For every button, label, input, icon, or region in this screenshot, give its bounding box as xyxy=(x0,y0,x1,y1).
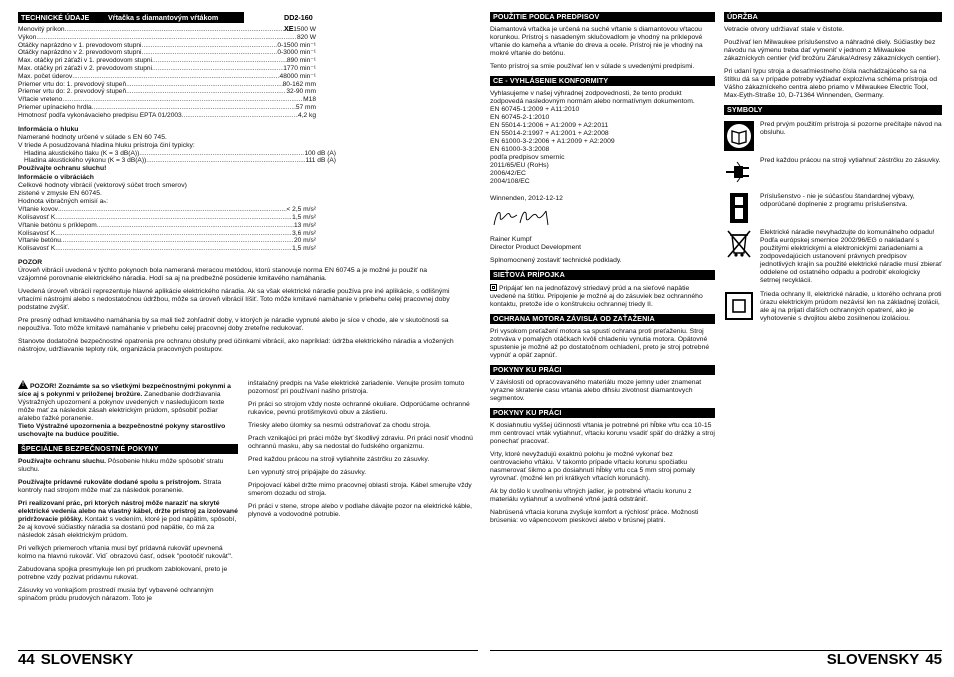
spec-row xyxy=(18,81,316,89)
spec-row xyxy=(18,65,316,73)
spec-row xyxy=(24,150,336,158)
leader-dots xyxy=(36,34,297,42)
spec-label: Priemer vrtu do: 1. prevodový stupeň xyxy=(18,80,127,88)
working-tips-text-1: V závislosti od opracovavaného materiálu moze jemny uder znamenat vyrazne skratenie casu vrtania alebo dlhsiu zivotnost diamantovych segmentov. xyxy=(490,379,702,402)
right-language: SLOVENSKY xyxy=(826,651,920,668)
spec-row xyxy=(18,73,316,81)
spec-label: Otáčky naprázdno v 2. prevodovom stupni xyxy=(18,49,142,57)
warning-bold: POZOR! Zoznámte sa so všetkými bezpečnostnými pokynmi a síce aj s pokynmi v priloženej brožúre. xyxy=(18,383,231,398)
working-tips-header-1: POKYNY KU PRÁCI xyxy=(490,365,715,375)
spec-value: 1770 min⁻¹ xyxy=(283,64,316,72)
noise-table xyxy=(18,150,336,166)
warning-icon: ! xyxy=(18,380,28,389)
pozor-paragraph: Uvedená úroveň vibrácií reprezentuje hlavné aplikácie elektrického náradia. Ak sa však elektrické náradie používa pre iné aplikácie, s odlišnými vŕtacími nástrojmi alebo s nedostatočnou údržbou, môže sa úroveň vibrácií líšiť. Toto môže kmitavé namáhanie v priebehu celej pracovnej doby podstatne zvýšiť. xyxy=(18,287,450,311)
read-manual-icon xyxy=(724,121,754,151)
spec-value: 32-90 mm xyxy=(286,88,316,96)
working-tip-paragraph: K dosiahnutiu vyššej účinnosti vŕtania je potrebné pri hĺbke vŕtu cca 10-15 mm centrovací vrták vytiahnuť, vŕtaciu korunu vsadiť späť do drážky a stroj ponechať pracovať. xyxy=(490,422,715,445)
spec-value: 1,5 m/s² xyxy=(292,213,316,221)
working-tips-header-2: POKYNY KU PRÁCI xyxy=(490,408,715,418)
right-footer xyxy=(490,650,942,667)
spec-label: Vŕtacie vreteno xyxy=(18,96,63,104)
symbol-text: Príslušenstvo - nie je súčasťou štandardnej výbavy, odporúčané doplnenie z programu príslušenstva. xyxy=(760,193,915,208)
motor-protection-text: Pri vysokom preťažení motora sa spustí ochrana proti preťaženiu. Stroj zotrváva v pomalých otáčkach kvôli chladeniu vynutia motora. Opätovné spustenie je možné až po dostatočnom ochladení, preto je stroj potrebné vypnúť a opäť zapnúť. xyxy=(490,328,710,359)
spec-label: Max. otáčky pri záťaži v 2. prevodovom stupni xyxy=(18,64,153,72)
weee-bin-icon xyxy=(724,229,754,259)
warning-keep: Tieto Výstražné upozornenia a bezpečnostné pokyny starostlivo uschovajte na budúce použitie. xyxy=(18,423,226,438)
special-safety-item: Pri veľkých priemeroch vŕtania musí byť prídavná rukoväť upevnená kolmo na hlavnú rukoväť. Vid´ obrazovú časť, odsek "pootočiť rukoväť". xyxy=(18,545,233,560)
leader-dots xyxy=(142,42,278,50)
spec-value: 4,2 kg xyxy=(298,111,316,119)
special-safety-item: Používajte prídavné rukoväte dodané spolu s prístrojom. Strata kontroly nad strojom môže mať za následok poranenie. xyxy=(18,479,222,494)
ce-text: Vyhlasujeme v našej výhradnej zodpovednosti, že tento produkt zodpovedá nasledovným normám alebo normatívnym dokumentom. EN 60745-1:2009 + A11:2010 EN 60745-2-1:2010 EN 55014-1:2006 + A1:2009 + A2:2011 EN 55014-2:1997 + A1:2001 + A2:2008 EN 61000-3-2:2006 + A1:2009 + A2:2009 EN 61000-3-3:2008 podľa predpisov smerníc 2011/65/EU (RoHs) 2006/42/EC 2004/108/EC xyxy=(490,90,695,185)
spec-value: 13 m/s² xyxy=(294,221,316,229)
symbol-item xyxy=(724,193,942,223)
spec-value: 820 W xyxy=(296,33,316,41)
tech-data-title: TECHNICKÉ ÚDAJE xyxy=(21,13,90,22)
spec-value: < 2,5 m/s² xyxy=(286,206,316,214)
leader-dots xyxy=(92,104,296,112)
model-name: DD2-160 XE xyxy=(244,12,324,23)
spec-label: Výkon xyxy=(18,33,37,41)
spec-value: 1,5 m/s² xyxy=(292,245,316,253)
leader-dots xyxy=(97,222,294,230)
spec-row xyxy=(18,34,316,42)
spec-row xyxy=(18,88,316,96)
unplug-icon xyxy=(724,157,754,187)
safety-paragraph: Pripojovací kábel držte mimo pracovnej oblasti stroja. Kábel smerujte vždy smerom dozadu od stroja. xyxy=(248,482,472,497)
spec-row xyxy=(18,230,316,238)
noise-text: Namerané hodnoty určené v súlade s EN 60 745. V triede A posudzovaná hladina hluku prístroja činí typicky: xyxy=(18,133,195,149)
leader-dots xyxy=(55,214,292,222)
signature-image xyxy=(490,207,570,229)
spec-value: 0-3000 min⁻¹ xyxy=(277,49,316,57)
spec-row xyxy=(18,222,316,230)
leader-dots xyxy=(142,49,278,57)
spec-label: Max. otáčky pri záťaži v 1. prevodovom stupni xyxy=(18,57,153,65)
spec-label: Kolísavosť K xyxy=(18,245,56,253)
leader-dots xyxy=(65,26,294,34)
class-ii-small-icon xyxy=(490,284,497,291)
spec-row xyxy=(18,49,316,57)
warning-block xyxy=(18,380,238,423)
spec-value: 1500 W xyxy=(293,26,316,33)
symbols-list xyxy=(724,121,942,323)
spec-label: Kolísavosť K xyxy=(18,229,56,237)
left-page-number: 44 xyxy=(18,651,35,668)
spec-label: Vŕtanie betónu xyxy=(18,237,61,245)
product-name: Vŕtačka s diamantovým vŕtákom xyxy=(108,13,219,22)
spec-label: Menovitý príkon xyxy=(18,26,65,33)
leader-dots xyxy=(55,245,292,253)
symbol-item xyxy=(724,157,942,187)
maintenance-paragraph: Pri udaní typu stroja a desaťmiestneho čísla nachádzajúceho sa na štítku dá sa v prípade potreby vyžiadať explozívna schéma prístroja od Vášho zákazníckeho centra alebo priamo v Milwaukee Electric Tool, Max-Eyth-Straße 10, D-71364 Winnenden, Germany. xyxy=(724,68,937,99)
symbol-item xyxy=(724,121,942,151)
safety-paragraph: Triesky alebo úlomky sa nesmú odstraňovať za chodu stroja. xyxy=(248,422,431,429)
spec-value: M18 xyxy=(303,96,316,104)
spec-label: Vŕtanie kovov xyxy=(18,206,58,214)
safety-paragraph: Len vypnutý stroj pripájajte do zásuvky. xyxy=(248,469,367,476)
symbol-text: Trieda ochrany II, elektrické náradie, u ktorého ochrana proti úrazu elektrickým prúdom nezávisí len na základnej izolácii, ale aj na prijatí ďalších ochranných opatrení, ako je vyhotovenie s dvojitou alebo zosilnenou izoláciou. xyxy=(760,291,942,322)
spec-row xyxy=(18,96,316,104)
special-safety-list xyxy=(18,458,238,603)
noise-ear-protection: Používajte ochranu sluchu! xyxy=(18,165,107,173)
safety-paragraph: Pri práci so strojom vždy noste ochranné okuliare. Odporúčame ochranné rukavice, pevnú protišmykovú obuv a zástieru. xyxy=(248,401,470,416)
ce-place-date: Winnenden, 2012-12-12 xyxy=(490,195,563,202)
working-tips-list xyxy=(490,422,715,525)
maintenance-list xyxy=(724,26,942,100)
leader-dots xyxy=(61,237,294,245)
special-safety-item: Zabudovana spojka presmykuje len pri prudkom zablokovaní, preto je potrebne vzdy pozivat pridavnu rukovat. xyxy=(18,566,228,581)
right-column-1 xyxy=(490,12,715,530)
safety-paragraph: inštalačný predpis na Vaše elektrické zariadenie. Venujte prosím tomuto pozornosť pri používaní našho prístroja. xyxy=(248,380,465,395)
spec-label: Max. počet úderov xyxy=(18,72,73,80)
spec-row xyxy=(24,157,336,165)
symbol-item xyxy=(724,291,942,323)
right-page-number: 45 xyxy=(925,651,942,668)
spec-label: Otáčky naprázdno v 1. prevodovom stupni xyxy=(18,41,142,49)
spec-row xyxy=(18,214,316,222)
spec-row xyxy=(18,57,316,65)
leader-dots xyxy=(146,157,305,165)
safety-continued xyxy=(248,380,478,524)
spec-value: 80-162 mm xyxy=(282,80,316,88)
spec-value: 100 dB (A) xyxy=(304,149,336,157)
spec-row xyxy=(18,245,316,253)
symbol-item xyxy=(724,229,942,285)
spec-label: Kolísavosť K xyxy=(18,213,56,221)
ce-authorized: Splnomocnený zostaviť technické podklady. xyxy=(490,257,622,264)
spec-value: 57 mm xyxy=(295,103,316,111)
leader-dots xyxy=(72,73,279,81)
leader-dots xyxy=(152,65,283,73)
working-tip-paragraph: Ak by došlo k uvoľneniu vŕtných jadier, je potrebné vŕtaciu korunu z materiálu vytiahnuť a uvoľnené vŕtné jadrá odstrániť. xyxy=(490,488,692,503)
leader-dots xyxy=(139,150,304,158)
pozor-title: POZOR xyxy=(18,258,43,266)
intended-use-text: Diamantová vŕtačka je určená na suché vŕtanie s diamantovou vŕtacou korunkou. Prístroj s nasadeným sklučovadlom je vhodný na príklepové vŕtanie do kameňa a vŕtanie do dreva a ocele. Prístroj nie je vhodný na mokré vŕtanie do betónu. xyxy=(490,26,703,57)
spec-label: Vŕtanie betónu s príklepom xyxy=(18,221,97,229)
working-tip-paragraph: Nabrúsená vŕtacia koruna zvyšuje komfort a rýchlosť práce. Možnosti brúsenia: vo vápencovom pieskovci alebo v brúsnej platni. xyxy=(490,509,699,524)
spec-value: 48000 min⁻¹ xyxy=(279,72,316,80)
spec-row xyxy=(18,112,316,120)
vibration-title: Informácie o vibráciách xyxy=(18,174,94,182)
intended-use-text-2: Tento prístroj sa smie používať len v súlade s uvedenými predpismi. xyxy=(490,63,695,70)
leader-dots xyxy=(126,88,286,96)
accessory-icon xyxy=(724,193,754,223)
spec-row xyxy=(18,42,316,50)
leader-dots xyxy=(126,81,283,89)
spec-row xyxy=(18,26,316,34)
spec-value: 3,6 m/s² xyxy=(292,229,316,237)
class-ii-icon xyxy=(724,291,754,321)
safety-paragraph: Pred každou prácou na stroji vytiahnite zástrčku zo zásuvky. xyxy=(248,456,430,463)
mains-text: Pripájať len na jednofázový striedavý prúd a na sieťové napätie uvedené na štítku. Pripojenie je možné aj do zásuviek bez ochranného kontaktu, pretože ide o konštrukciu ochrannej triedy II. xyxy=(490,285,703,308)
leader-dots xyxy=(152,57,287,65)
vibration-table xyxy=(18,206,316,253)
vibration-text: Celkové hodnoty vibrácií (vektorový súčet troch smerov) zistené v zmysle EN 60745. Hodnota vibračných emisií aₕ: xyxy=(18,182,187,206)
symbol-text: Elektrické náradie nevyhadzujte do komunálneho odpadu! Podľa európskej smernice 2002/96/EG o nakladaní s použitými elektrickými a elektronickými zariadeniami a zodpovedajúcich ustanovení právnych predpisov jednotlivých krajín sa použité elektrické náradie musí zbierať oddelene od ostatného odpadu a podrobiť ekologicky šetrnej recyklácii. xyxy=(760,229,942,284)
special-safety-header: ŠPECIÁLNE BEZPEČNOSTNÉ POKYNY xyxy=(18,444,238,454)
safety-paragraph: Prach vznikajúci pri práci môže byť škodlivý zdraviu. Pri práci nosiť vhodnú ochrannú masku, aby sa nedostal do ľudského organizmu. xyxy=(248,435,473,450)
left-language: SLOVENSKY xyxy=(40,651,134,668)
spec-value: 0-1500 min⁻¹ xyxy=(277,41,316,49)
spec-value: 111 dB (A) xyxy=(305,157,336,165)
right-column-2 xyxy=(724,12,942,329)
spec-value: 20 m/s² xyxy=(294,237,316,245)
spec-label: Hladina akustického tlaku (K = 3 dB(A)) xyxy=(24,149,140,157)
leader-dots xyxy=(62,96,303,104)
special-safety-item: Zásuvky vo vonkajšom prostredí musia byť vybavené ochranným spínačom prúdu prudových nárazom. Toto je xyxy=(18,587,214,602)
working-tip-paragraph: Vrty, ktoré nevyžadujú exaktnú polohu je možné vykonať bez centrovacieho vŕtáku. V takomto prípade vŕtaciu korunu spočiatku nasmerovať šikmo a po dosiahnutí hĺbky vrtu cca 5 mm stroj pomaly vyrovnať. (možné len pri krátkych vŕtacích korunách). xyxy=(490,451,696,482)
maintenance-paragraph: Používať len Milwaukee príslušenstvo a náhradné diely. Súčiastky bez návodu na výmenu treba dať vymeniť v jednom z Milwaukee zákazníckych centier (viď brožúru Záruka/Adresy zákazníckych centier). xyxy=(724,39,941,62)
ce-name: Rainer Kumpf Director Product Development xyxy=(490,236,582,251)
mains-header: SIEŤOVÁ PRÍPOJKA xyxy=(490,270,715,280)
safety-continued-list xyxy=(248,380,478,519)
spec-label: Hmotnosť podľa vykonávacieho predpisu EPTA 01/2003 xyxy=(18,111,182,119)
warning-text: Zanedbanie dodržiavania Výstražných upozornení a pokynov uvedených v nasledujúcom texte môže mať za následok zásah elektrickým prúdom, spôsobiť požiar a/alebo ťažké poranenie. xyxy=(18,391,225,422)
spec-label: Priemer vrtu do: 2. prevodový stupeň xyxy=(18,88,127,96)
safety-column xyxy=(18,380,238,608)
maintenance-paragraph: Vetracie otvory udržiavať stale v čistote. xyxy=(724,26,845,33)
symbols-header: SYMBOLY xyxy=(724,105,942,115)
ce-header: CE - VYHLÁSENIE KONFORMITY xyxy=(490,76,715,86)
special-safety-item: Používajte ochranu sluchu. Pôsobenie hluku môže spôsobiť stratu sluchu. xyxy=(18,458,224,473)
leader-dots xyxy=(58,206,287,214)
tech-data-section xyxy=(18,12,454,359)
pozor-text xyxy=(18,267,454,354)
symbol-text: Pred každou prácou na stroji vytiahnuť zástrčku zo zásuvky. xyxy=(760,157,941,164)
leader-dots xyxy=(182,112,298,120)
spec-row xyxy=(18,104,316,112)
noise-title: Informácia o hluku xyxy=(18,125,79,133)
spec-table xyxy=(18,26,316,120)
left-footer xyxy=(18,650,478,667)
maintenance-header: ÚDRŽBA xyxy=(724,12,942,22)
pozor-paragraph: Úroveň vibrácií uvedená v týchto pokynoch bola nameraná meracou metódou, ktorú stanovuje norma EN 60745 a je možné ju použiť na vzájomné porovnanie elektrického náradia. Hodí sa aj na predbežné posúdenie kmitavého namáhania. xyxy=(18,266,428,282)
special-safety-item: Pri realizovaní prác, pri ktorých nástroj môže naraziť na skryté elektrické vedenia alebo na vlastný kábel, držte prístroj za izolované pridržovacie plôšky. Kontakt s vedením, ktoré je pod napätím, spôsobí, že aj kovové súčiastky náradia sa dostanú pod napätie, čo má za následok zásah elektrickým prúdom. xyxy=(18,500,238,539)
spec-row xyxy=(18,237,316,245)
spec-label: Hladina akustického výkonu (K = 3 dB(A)) xyxy=(24,157,147,165)
intended-use-header: POUŽITIE PODĽA PREDPISOV xyxy=(490,12,715,22)
pozor-paragraph: Pre presný odhad kmitavého namáhania by sa mali tiež zohľadniť doby, v ktorých je náradie vypnuté alebo je síce v chode, ale v skutočnosti sa nepoužíva. Toto môže kmitavé namáhanie v priebehu celej pracovnej doby zreteľne redukovať. xyxy=(18,316,449,332)
spec-label: Priemer upínacieho hrdla xyxy=(18,103,92,111)
symbol-text: Pred prvým použitím prístroja si pozorne prečítajte návod na obsluhu. xyxy=(760,121,942,136)
pozor-paragraph: Stanovte dodatočné bezpečnostné opatrenia pre ochranu obsluhy pred účinkami vibrácií, ako napríklad: údržba elektrického náradia a vložených nástrojov, udržiavanie teploty rúk, organizácia pracovných postupov. xyxy=(18,337,454,353)
spec-value: 890 min⁻¹ xyxy=(286,57,316,65)
safety-paragraph: Pri práci v stene, strope alebo v podlahe dávajte pozor na elektrické káble, plynové a vodovodné potrubie. xyxy=(248,503,473,518)
motor-protection-header: OCHRANA MOTORA ZÁVISLÁ OD ZAŤAŽENIA xyxy=(490,314,715,324)
spec-row xyxy=(18,206,316,214)
leader-dots xyxy=(55,230,292,238)
